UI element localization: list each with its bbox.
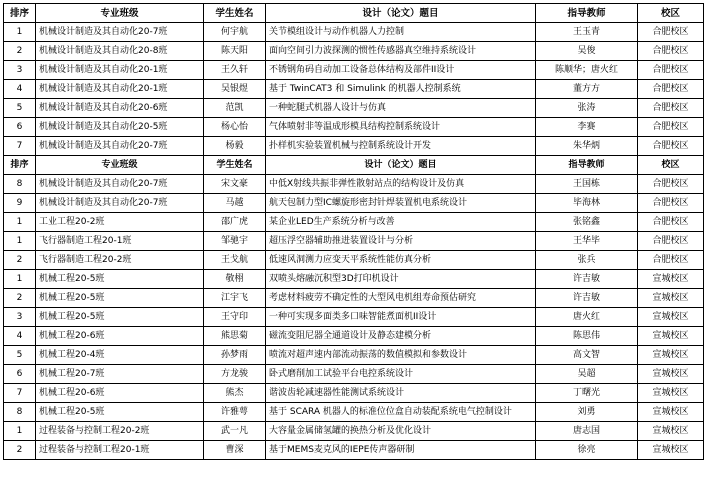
cell-major: 机械设计制造及其自动化20-7班 <box>36 23 204 42</box>
cell-title: 喷流对超声速内部流动振荡的数值模拟和参数设计 <box>266 346 536 365</box>
cell-title: 不锈钢角码自动加工设备总体结构及部件II设计 <box>266 61 536 80</box>
table-row <box>4 194 704 213</box>
cell-campus: 合肥校区 <box>638 42 704 61</box>
cell-major: 工业工程20-2班 <box>36 213 204 232</box>
cell-title: 谐波齿轮减速器性能测试系统设计 <box>266 384 536 403</box>
cell-name: 王守印 <box>204 308 266 327</box>
column-header-campus: 校区 <box>638 4 704 23</box>
table-row <box>4 213 704 232</box>
table-body <box>4 23 704 460</box>
cell-campus: 合肥校区 <box>638 251 704 270</box>
cell-campus: 宣城校区 <box>638 365 704 384</box>
table-row <box>4 23 704 42</box>
cell-name: 何宇航 <box>204 23 266 42</box>
cell-name: 杨心怡 <box>204 118 266 137</box>
table-row <box>4 137 704 156</box>
cell-teacher: 王华毕 <box>536 232 638 251</box>
cell-order: 6 <box>4 365 36 384</box>
cell-title: 中低X射线共振非弹性散射站点的结构设计及仿真 <box>266 175 536 194</box>
table-header <box>4 4 704 23</box>
column-header-title: 设计（论文）题目 <box>266 4 536 23</box>
cell-name: 孙梦雨 <box>204 346 266 365</box>
cell-order: 6 <box>4 118 36 137</box>
cell-name: 宋文豪 <box>204 175 266 194</box>
cell-order: 1 <box>4 213 36 232</box>
cell-name: 熊思菊 <box>204 327 266 346</box>
cell-teacher: 王玉青 <box>536 23 638 42</box>
cell-major: 飞行器制造工程20-2班 <box>36 251 204 270</box>
cell-teacher: 唐志国 <box>536 422 638 441</box>
cell-major: 机械设计制造及其自动化20-7班 <box>36 137 204 156</box>
cell-teacher: 吴俊 <box>536 42 638 61</box>
cell-order: 7 <box>4 384 36 403</box>
table-row <box>4 80 704 99</box>
cell-name: 马越 <box>204 194 266 213</box>
cell-major: 机械工程20-7班 <box>36 365 204 384</box>
cell-title: 扑样机实验装置机械与控制系统设计开发 <box>266 137 536 156</box>
table-row <box>4 42 704 61</box>
cell-major: 机械工程20-4班 <box>36 346 204 365</box>
cell-order: 2 <box>4 289 36 308</box>
cell-campus: 合肥校区 <box>638 23 704 42</box>
cell-campus: 合肥校区 <box>638 137 704 156</box>
cell-title: 面向空间引力波探测的惯性传感器真空维持系统设计 <box>266 42 536 61</box>
cell-major: 过程装备与控制工程20-2班 <box>36 422 204 441</box>
table-row <box>4 384 704 403</box>
table-row <box>4 308 704 327</box>
cell-title: 设计（论文）题目 <box>266 156 536 175</box>
cell-teacher: 徐亮 <box>536 441 638 460</box>
cell-major: 机械设计制造及其自动化20-5班 <box>36 118 204 137</box>
cell-order: 5 <box>4 346 36 365</box>
cell-campus: 宣城校区 <box>638 346 704 365</box>
table-row <box>4 270 704 289</box>
cell-name: 吴银煜 <box>204 80 266 99</box>
cell-major: 过程装备与控制工程20-1班 <box>36 441 204 460</box>
cell-major: 机械工程20-5班 <box>36 403 204 422</box>
cell-major: 机械设计制造及其自动化20-7班 <box>36 175 204 194</box>
cell-teacher: 指导教师 <box>536 156 638 175</box>
cell-order: 1 <box>4 232 36 251</box>
cell-teacher: 许吉敏 <box>536 289 638 308</box>
cell-title: 关节模组设计与动作机器人力控制 <box>266 23 536 42</box>
cell-title: 基于 SCARA 机器人的标准位位盒自动装配系统电气控制设计 <box>266 403 536 422</box>
cell-title: 基于 TwinCAT3 和 Simulink 的机器人控制系统 <box>266 80 536 99</box>
cell-teacher: 张兵 <box>536 251 638 270</box>
cell-teacher: 李赛 <box>536 118 638 137</box>
cell-title: 某企业LED生产系统分析与改善 <box>266 213 536 232</box>
cell-name: 方龙骏 <box>204 365 266 384</box>
cell-teacher: 许吉敏 <box>536 270 638 289</box>
cell-order: 7 <box>4 137 36 156</box>
cell-order: 4 <box>4 327 36 346</box>
table-row <box>4 327 704 346</box>
table-row <box>4 441 704 460</box>
cell-name: 武一凡 <box>204 422 266 441</box>
cell-name: 许雅萼 <box>204 403 266 422</box>
cell-campus: 合肥校区 <box>638 118 704 137</box>
cell-campus: 宣城校区 <box>638 270 704 289</box>
table-row <box>4 61 704 80</box>
cell-order: 3 <box>4 61 36 80</box>
cell-order: 8 <box>4 175 36 194</box>
cell-name: 王久轩 <box>204 61 266 80</box>
cell-major: 机械工程20-5班 <box>36 308 204 327</box>
cell-title: 考虑材料疲劳不确定性的大型风电机组寿命预估研究 <box>266 289 536 308</box>
cell-major: 机械设计制造及其自动化20-1班 <box>36 80 204 99</box>
cell-teacher: 毕海林 <box>536 194 638 213</box>
table-row <box>4 232 704 251</box>
cell-campus: 合肥校区 <box>638 194 704 213</box>
cell-major: 机械工程20-6班 <box>36 327 204 346</box>
cell-name: 王戈航 <box>204 251 266 270</box>
cell-campus: 合肥校区 <box>638 99 704 118</box>
cell-campus: 宣城校区 <box>638 308 704 327</box>
cell-title: 磁流变阻尼器全通道设计及静态建模分析 <box>266 327 536 346</box>
cell-major: 机械设计制造及其自动化20-7班 <box>36 194 204 213</box>
cell-major: 机械工程20-6班 <box>36 384 204 403</box>
cell-order: 3 <box>4 308 36 327</box>
cell-campus: 宣城校区 <box>638 327 704 346</box>
cell-name: 陈天阳 <box>204 42 266 61</box>
column-header-order: 排序 <box>4 4 36 23</box>
cell-title: 低速风洞测力应变天平系统性能仿真分析 <box>266 251 536 270</box>
cell-campus: 校区 <box>638 156 704 175</box>
table-row <box>4 289 704 308</box>
cell-order: 9 <box>4 194 36 213</box>
cell-teacher: 高文智 <box>536 346 638 365</box>
table-row <box>4 346 704 365</box>
cell-order: 1 <box>4 270 36 289</box>
cell-title: 双喷头熔融沉积型3D打印机设计 <box>266 270 536 289</box>
cell-name: 熊杰 <box>204 384 266 403</box>
table-row <box>4 99 704 118</box>
table-subheader-row <box>4 156 704 175</box>
cell-teacher: 王国栋 <box>536 175 638 194</box>
cell-title: 一种可实现多面类多口味智能煮面机II设计 <box>266 308 536 327</box>
cell-order: 排序 <box>4 156 36 175</box>
cell-title: 气体喷射非等温成形模具结构控制系统设计 <box>266 118 536 137</box>
cell-title: 基于MEMS麦克风的IEPE传声器研制 <box>266 441 536 460</box>
cell-teacher: 吴超 <box>536 365 638 384</box>
cell-major: 专业班级 <box>36 156 204 175</box>
cell-campus: 合肥校区 <box>638 175 704 194</box>
cell-order: 8 <box>4 403 36 422</box>
cell-name: 江宇飞 <box>204 289 266 308</box>
cell-title: 卧式磨削加工试验平台电控系统设计 <box>266 365 536 384</box>
cell-title: 超压浮空器辅助推进装置设计与分析 <box>266 232 536 251</box>
cell-name: 曹深 <box>204 441 266 460</box>
cell-major: 机械设计制造及其自动化20-1班 <box>36 61 204 80</box>
cell-order: 1 <box>4 23 36 42</box>
cell-teacher: 陈顺华；唐火红 <box>536 61 638 80</box>
table-row <box>4 422 704 441</box>
cell-major: 飞行器制造工程20-1班 <box>36 232 204 251</box>
cell-order: 2 <box>4 441 36 460</box>
cell-campus: 宣城校区 <box>638 403 704 422</box>
column-header-major: 专业班级 <box>36 4 204 23</box>
cell-order: 2 <box>4 42 36 61</box>
cell-teacher: 陈思伟 <box>536 327 638 346</box>
cell-major: 机械工程20-5班 <box>36 289 204 308</box>
cell-name: 杨毅 <box>204 137 266 156</box>
cell-teacher: 唐火红 <box>536 308 638 327</box>
cell-campus: 宣城校区 <box>638 441 704 460</box>
cell-major: 机械设计制造及其自动化20-8班 <box>36 42 204 61</box>
table-row <box>4 175 704 194</box>
column-header-name: 学生姓名 <box>204 4 266 23</box>
cell-campus: 合肥校区 <box>638 232 704 251</box>
cell-title: 航天包制力型IC螺旋形密封针焊装置机电系统设计 <box>266 194 536 213</box>
cell-teacher: 刘勇 <box>536 403 638 422</box>
cell-teacher: 丁曙光 <box>536 384 638 403</box>
cell-campus: 宣城校区 <box>638 422 704 441</box>
cell-teacher: 张铭鑫 <box>536 213 638 232</box>
cell-title: 大容量金属储氢罐的换热分析及优化设计 <box>266 422 536 441</box>
cell-name: 范凯 <box>204 99 266 118</box>
cell-campus: 合肥校区 <box>638 61 704 80</box>
table-header-row <box>4 4 704 23</box>
cell-campus: 宣城校区 <box>638 384 704 403</box>
cell-name: 敬栩 <box>204 270 266 289</box>
table-row <box>4 365 704 384</box>
table-row <box>4 118 704 137</box>
cell-major: 机械设计制造及其自动化20-6班 <box>36 99 204 118</box>
cell-teacher: 朱华炳 <box>536 137 638 156</box>
cell-name: 邹驰宇 <box>204 232 266 251</box>
thesis-topics-table <box>3 3 704 460</box>
cell-campus: 合肥校区 <box>638 213 704 232</box>
cell-title: 一种蛇腿式机器人设计与仿真 <box>266 99 536 118</box>
cell-order: 2 <box>4 251 36 270</box>
table-row <box>4 251 704 270</box>
cell-campus: 宣城校区 <box>638 289 704 308</box>
cell-teacher: 张涛 <box>536 99 638 118</box>
column-header-teacher: 指导教师 <box>536 4 638 23</box>
cell-name: 学生姓名 <box>204 156 266 175</box>
table-row <box>4 403 704 422</box>
cell-campus: 合肥校区 <box>638 80 704 99</box>
cell-major: 机械工程20-5班 <box>36 270 204 289</box>
cell-order: 5 <box>4 99 36 118</box>
cell-teacher: 董方方 <box>536 80 638 99</box>
cell-order: 4 <box>4 80 36 99</box>
cell-order: 1 <box>4 422 36 441</box>
cell-name: 邵广虎 <box>204 213 266 232</box>
